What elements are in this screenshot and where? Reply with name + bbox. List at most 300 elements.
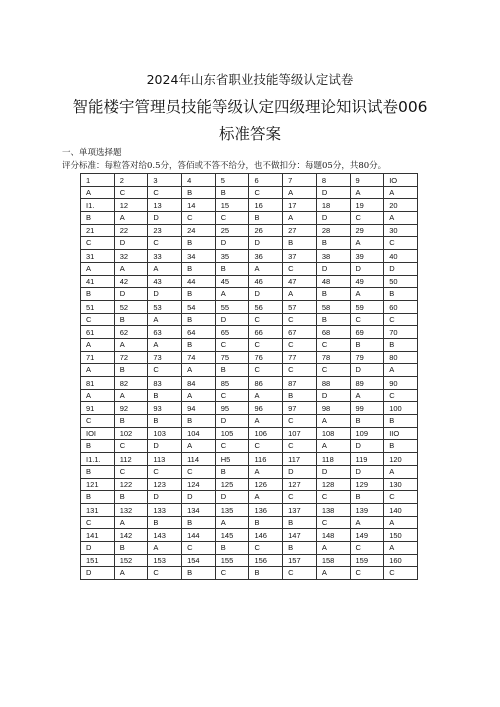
question-number-cell: 90 [384,377,418,390]
question-number-cell: 39 [350,250,384,263]
question-number-cell: 27 [283,224,317,237]
question-number-cell: 47 [283,275,317,288]
answer-cell: D [316,262,350,275]
answer-cell: A [384,541,418,554]
answer-cell: C [316,364,350,377]
question-number-cell: 100 [384,402,418,415]
answer-cell: C [316,338,350,351]
answer-cell: B [81,440,115,453]
question-number-cell: 71 [81,351,115,364]
answer-cell: A [316,415,350,428]
question-number-row [81,326,418,339]
answer-cell: C [384,491,418,504]
answer-cell: B [148,516,182,529]
answer-cell: D [114,288,148,301]
answer-cell: C [316,491,350,504]
answer-cell: B [350,338,384,351]
answer-cell: A [384,186,418,199]
answer-cell: C [249,440,283,453]
question-number-cell: 63 [148,326,182,339]
question-number-cell: 72 [114,351,148,364]
answer-cell: C [148,186,182,199]
question-number-cell: 99 [350,402,384,415]
question-number-cell: 64 [182,326,216,339]
answer-cell: C [148,465,182,478]
question-number-cell: 130 [384,478,418,491]
answer-cell: A [81,364,115,377]
question-number-cell: 60 [384,300,418,313]
answer-cell: C [249,313,283,326]
question-number-cell: 150 [384,529,418,542]
answer-row [81,465,418,478]
question-number-cell: 98 [316,402,350,415]
question-number-cell: 44 [182,275,216,288]
question-number-cell: 106 [249,427,283,440]
question-number-cell: 46 [249,275,283,288]
answer-cell: A [384,516,418,529]
answer-cell: B [114,313,148,326]
answer-cell: B [384,415,418,428]
answer-row [81,440,418,453]
answer-row [81,491,418,504]
question-number-cell: 123 [148,478,182,491]
answer-cell: B [182,262,216,275]
answer-table [80,173,418,580]
answer-cell: B [249,212,283,225]
question-number-cell: 29 [350,224,384,237]
question-number-cell: 13 [148,199,182,212]
question-number-cell: 128 [316,478,350,491]
answer-cell: B [316,288,350,301]
answer-cell: A [249,262,283,275]
question-number-cell: 116 [249,453,283,466]
question-number-cell: 154 [182,554,216,567]
answer-cell: C [384,237,418,250]
answer-cell: A [215,288,249,301]
answer-cell: A [283,212,317,225]
answer-cell: B [283,541,317,554]
question-number-cell: 145 [215,529,249,542]
question-number-cell: 3 [148,174,182,187]
answer-cell: A [316,440,350,453]
question-number-cell: 136 [249,503,283,516]
answer-cell: D [114,237,148,250]
answer-cell: C [249,541,283,554]
answer-cell: D [350,465,384,478]
question-number-cell: 61 [81,326,115,339]
answer-cell: B [182,516,216,529]
question-number-row [81,402,418,415]
question-number-cell: 132 [114,503,148,516]
question-number-cell: 51 [81,300,115,313]
question-number-row [81,453,418,466]
question-number-cell: 70 [384,326,418,339]
question-number-cell: 53 [148,300,182,313]
answer-cell: C [215,440,249,453]
answer-cell: C [283,338,317,351]
question-number-cell: 75 [215,351,249,364]
answer-row [81,516,418,529]
answer-row [81,338,418,351]
question-number-cell: 6 [249,174,283,187]
question-number-cell: IOI [81,427,115,440]
question-number-cell: 12 [114,199,148,212]
question-number-cell: 78 [316,351,350,364]
answer-cell: B [249,567,283,580]
answer-cell: B [182,186,216,199]
question-number-cell: 107 [283,427,317,440]
answer-cell: D [249,288,283,301]
answer-cell: A [114,516,148,529]
answer-cell: C [316,516,350,529]
question-number-cell: 105 [215,427,249,440]
question-number-row [81,377,418,390]
question-number-row [81,427,418,440]
question-number-cell: 135 [215,503,249,516]
question-number-cell: IO [384,174,418,187]
answer-cell: A [182,364,216,377]
answer-cell: C [350,212,384,225]
question-number-cell: 148 [316,529,350,542]
answer-cell: B [81,212,115,225]
question-number-cell: 155 [215,554,249,567]
answer-cell: C [350,541,384,554]
question-number-cell: 140 [384,503,418,516]
answer-cell: B [81,465,115,478]
question-number-cell: 138 [316,503,350,516]
question-number-cell: 45 [215,275,249,288]
question-number-cell: 143 [148,529,182,542]
answer-cell: C [283,567,317,580]
answer-cell: C [215,338,249,351]
question-number-cell: 58 [316,300,350,313]
question-number-cell: 80 [384,351,418,364]
answer-cell: B [283,516,317,529]
question-number-cell: 68 [316,326,350,339]
question-number-cell: 42 [114,275,148,288]
answer-cell: C [215,389,249,402]
question-number-cell: 26 [249,224,283,237]
question-number-cell: 83 [148,377,182,390]
answer-cell: C [148,237,182,250]
answer-cell: A [215,516,249,529]
scoring-criteria: 评分标准：每粒答对给0.5分，答佰或不答不给分，也不做扣分：每题05分，共80分。 [62,161,387,171]
answer-row [81,262,418,275]
question-number-cell: 14 [182,199,216,212]
question-number-cell: 5 [215,174,249,187]
question-number-cell: 127 [283,478,317,491]
answer-cell: A [384,465,418,478]
question-number-cell: 113 [148,453,182,466]
question-number-row [81,275,418,288]
question-number-cell: 121 [81,478,115,491]
section-heading: 一、单项选择题 [62,148,122,158]
answer-cell: D [316,389,350,402]
answer-cell: C [350,567,384,580]
answer-cell: A [384,212,418,225]
question-number-cell: 67 [283,326,317,339]
answer-cell: A [114,262,148,275]
question-number-cell: 49 [350,275,384,288]
question-number-cell: 152 [114,554,148,567]
answer-cell: C [283,415,317,428]
answer-cell: C [283,491,317,504]
answer-cell: C [182,541,216,554]
answer-cell: A [249,465,283,478]
answer-cell: D [283,465,317,478]
answer-row [81,313,418,326]
question-number-row [81,478,418,491]
answer-cell: D [215,313,249,326]
answer-row [81,212,418,225]
answer-cell: D [384,262,418,275]
answer-cell: A [182,389,216,402]
answer-cell: D [316,186,350,199]
question-number-cell: 15 [215,199,249,212]
question-number-cell: 17 [283,199,317,212]
question-number-cell: 137 [283,503,317,516]
answer-cell: C [81,313,115,326]
answer-key-heading: 标准答案 [218,125,281,143]
question-number-cell: 35 [215,250,249,263]
answer-cell: A [148,541,182,554]
answer-cell: B [148,415,182,428]
answer-cell: C [283,364,317,377]
question-number-cell: 131 [81,503,115,516]
answer-cell: C [384,389,418,402]
question-number-row [81,351,418,364]
answer-cell: D [81,541,115,554]
question-number-cell: 37 [283,250,317,263]
answer-cell: B [215,262,249,275]
question-number-cell: 32 [114,250,148,263]
question-number-cell: 52 [114,300,148,313]
answer-cell: A [148,338,182,351]
answer-cell: C [148,567,182,580]
answer-cell: B [182,237,216,250]
question-number-cell: 76 [249,351,283,364]
question-number-cell: 24 [182,224,216,237]
answer-cell: B [114,364,148,377]
question-number-cell: 103 [148,427,182,440]
answer-cell: C [81,516,115,529]
question-number-cell: 16 [249,199,283,212]
question-number-cell: 84 [182,377,216,390]
answer-cell: C [283,262,317,275]
question-number-cell: 50 [384,275,418,288]
answer-cell: B [283,237,317,250]
answer-cell: A [350,516,384,529]
question-number-cell: 82 [114,377,148,390]
answer-cell: C [384,567,418,580]
answer-cell: A [249,389,283,402]
question-number-cell: 38 [316,250,350,263]
answer-cell: A [350,186,384,199]
answer-cell: B [350,491,384,504]
answer-cell: A [350,288,384,301]
answer-cell: D [148,288,182,301]
answer-cell: A [283,186,317,199]
question-number-cell: 141 [81,529,115,542]
answer-cell: A [283,288,317,301]
question-number-cell: 88 [316,377,350,390]
answer-cell: C [81,415,115,428]
question-number-row [81,199,418,212]
answer-cell: A [182,440,216,453]
question-number-cell: 159 [350,554,384,567]
answer-row [81,237,418,250]
answer-cell: A [81,186,115,199]
answer-cell: B [215,541,249,554]
answer-cell: B [182,567,216,580]
question-number-cell: 57 [283,300,317,313]
answer-cell: C [249,186,283,199]
question-number-cell: 151 [81,554,115,567]
exam-subtitle: 智能楼宇管理员技能等级认定四级理论知识试卷006 [72,98,428,116]
answer-cell: D [182,491,216,504]
question-number-cell: H5 [215,453,249,466]
question-number-cell: 97 [283,402,317,415]
question-number-cell: 112 [114,453,148,466]
question-number-cell: 139 [350,503,384,516]
answer-cell: B [249,516,283,529]
question-number-row [81,554,418,567]
question-number-row [81,174,418,187]
question-number-cell: 94 [182,402,216,415]
question-number-cell: 8 [316,174,350,187]
answer-row [81,389,418,402]
answer-cell: A [316,567,350,580]
answer-cell: B [215,465,249,478]
question-number-cell: 4 [182,174,216,187]
question-number-cell: 19 [350,199,384,212]
question-number-cell: 102 [114,427,148,440]
question-number-cell: 9 [350,174,384,187]
question-number-cell: 79 [350,351,384,364]
answer-cell: D [316,212,350,225]
answer-cell: D [148,212,182,225]
answer-cell: C [182,212,216,225]
question-number-cell: 147 [283,529,317,542]
answer-cell: A [384,364,418,377]
question-number-cell: 81 [81,377,115,390]
answer-cell: C [283,313,317,326]
answer-cell: B [384,288,418,301]
question-number-cell: 56 [249,300,283,313]
question-number-cell: 142 [114,529,148,542]
answer-cell: B [350,415,384,428]
question-number-cell: 55 [215,300,249,313]
question-number-cell: 18 [316,199,350,212]
answer-cell: B [215,364,249,377]
answer-row [81,415,418,428]
answer-table-body [81,174,418,580]
question-number-row [81,300,418,313]
question-number-cell: 96 [249,402,283,415]
question-number-cell: 20 [384,199,418,212]
answer-row [81,288,418,301]
answer-cell: C [249,338,283,351]
question-number-cell: 85 [215,377,249,390]
question-number-cell: 33 [148,250,182,263]
question-number-cell: 34 [182,250,216,263]
answer-cell: A [114,389,148,402]
answer-row [81,567,418,580]
question-number-cell: 77 [283,351,317,364]
question-number-cell: IIO [384,427,418,440]
question-number-cell: 54 [182,300,216,313]
answer-cell: D [249,237,283,250]
question-number-cell: 30 [384,224,418,237]
question-number-cell: 119 [350,453,384,466]
question-number-cell: 95 [215,402,249,415]
question-number-cell: 129 [350,478,384,491]
answer-cell: B [283,389,317,402]
question-number-cell: 149 [350,529,384,542]
question-number-cell: I1.1. [81,453,115,466]
exam-title: 2024年山东省职业技能等级认定试卷 [146,72,354,87]
answer-cell: B [316,313,350,326]
answer-cell: A [114,212,148,225]
question-number-cell: 122 [114,478,148,491]
question-number-cell: 66 [249,326,283,339]
question-number-row [81,529,418,542]
question-number-cell: 134 [182,503,216,516]
answer-row [81,186,418,199]
answer-cell: D [148,491,182,504]
answer-cell: B [81,491,115,504]
answer-cell: A [249,491,283,504]
answer-cell: D [350,364,384,377]
answer-cell: B [182,415,216,428]
question-number-cell: 25 [215,224,249,237]
question-number-cell: 120 [384,453,418,466]
question-number-cell: 91 [81,402,115,415]
answer-cell: A [81,389,115,402]
answer-cell: A [249,415,283,428]
answer-cell: D [316,465,350,478]
question-number-cell: 117 [283,453,317,466]
question-number-cell: 36 [249,250,283,263]
answer-cell: C [384,313,418,326]
answer-cell: C [148,364,182,377]
question-number-cell: 1 [81,174,115,187]
question-number-cell: 86 [249,377,283,390]
question-number-cell: 48 [316,275,350,288]
question-number-cell: 65 [215,326,249,339]
answer-cell: D [215,237,249,250]
question-number-cell: 93 [148,402,182,415]
answer-cell: C [81,237,115,250]
question-number-row [81,224,418,237]
question-number-row [81,503,418,516]
answer-row [81,541,418,554]
answer-cell: A [316,541,350,554]
answer-cell: B [81,288,115,301]
question-number-cell: 146 [249,529,283,542]
question-number-cell: 133 [148,503,182,516]
answer-cell: A [114,338,148,351]
question-number-cell: 2 [114,174,148,187]
answer-cell: B [114,541,148,554]
question-number-cell: 89 [350,377,384,390]
answer-cell: A [114,567,148,580]
answer-cell: C [215,212,249,225]
answer-cell: D [81,567,115,580]
answer-cell: A [81,338,115,351]
answer-cell: C [215,567,249,580]
question-number-cell: 28 [316,224,350,237]
